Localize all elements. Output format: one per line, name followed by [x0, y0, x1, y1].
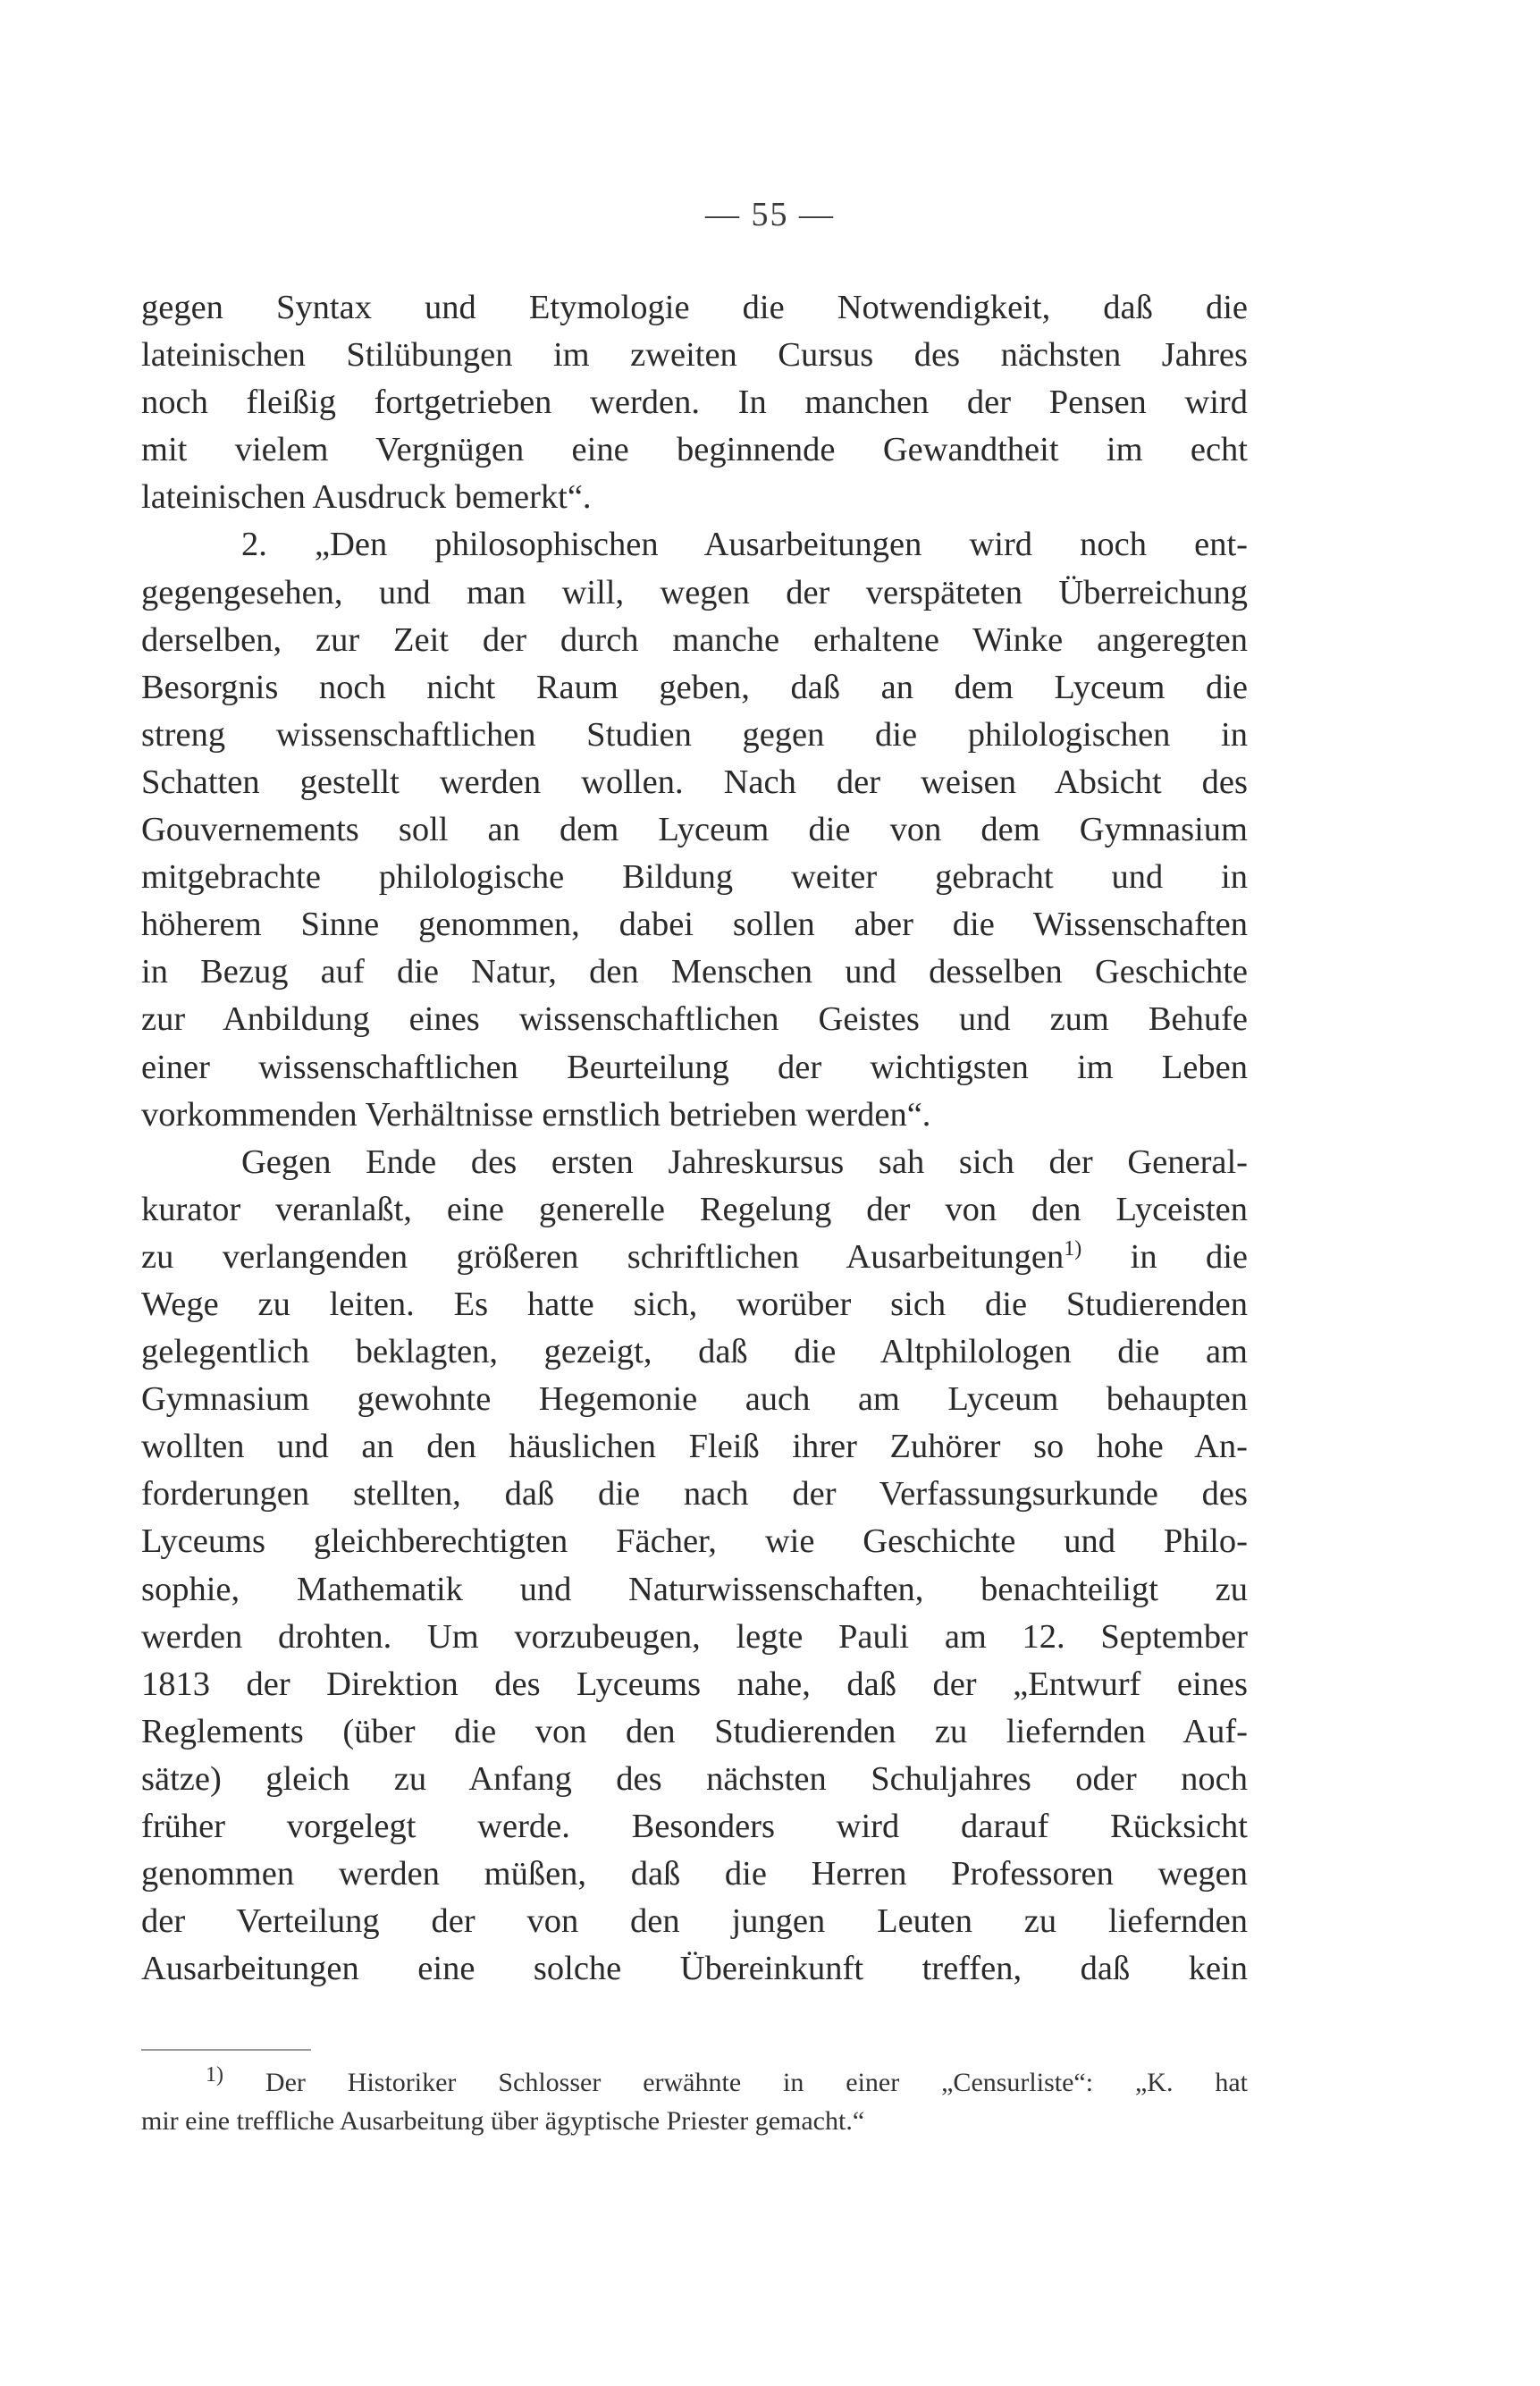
- page-number: — 55 —: [705, 196, 835, 233]
- footnote-text: Der Historiker Schlosser erwähnte in einer „Censurliste“: „K. hat: [265, 2068, 1248, 2097]
- text-line: Lyceums gleichberechtigten Fächer, wie Geschichte und Philo-: [141, 1522, 1248, 1561]
- text-line: gelegentlich beklagten, gezeigt, daß die Altphilologen die am: [141, 1333, 1248, 1371]
- footnote-line: [141, 2063, 1248, 2102]
- text-line: werden drohten. Um vorzubeugen, legte Pauli am 12. September: [141, 1617, 1248, 1656]
- text-line: in Bezug auf die Natur, den Menschen und desselben Geschichte: [141, 953, 1248, 991]
- footnote-marker: 1): [206, 2063, 223, 2087]
- text-line: lateinischen Stilübungen im zweiten Cursus des nächsten Jahres: [141, 336, 1248, 375]
- text-line: gegen Syntax und Etymologie die Notwendigkeit, daß die: [141, 289, 1248, 326]
- text-line: mit vielem Vergnügen eine beginnende Gewandtheit im echt: [141, 431, 1248, 469]
- body-text: [141, 284, 1248, 1993]
- footnote-divider: [141, 2049, 311, 2051]
- text-line: zur Anbildung eines wissenschaftlichen Geistes und zum Behufe: [141, 1000, 1248, 1039]
- text-line: sophie, Mathematik und Naturwissenschaften, benachteiligt zu: [141, 1570, 1248, 1608]
- text-line: kurator veranlaßt, eine generelle Regelung der von den Lyceisten: [141, 1190, 1248, 1228]
- text-line: höherem Sinne genommen, dabei sollen aber die Wissenschaften: [141, 906, 1248, 944]
- text-line: gegengesehen, und man will, wegen der verspäteten Überreichung: [141, 573, 1248, 611]
- text-line: Wege zu leiten. Es hatte sich, worüber sich die Studierenden: [141, 1285, 1248, 1323]
- text-line: 2. „Den philosophischen Ausarbeitungen wird noch ent-: [241, 526, 1248, 564]
- text-line: früher vorgelegt werde. Besonders wird darauf Rücksicht: [141, 1808, 1248, 1845]
- text-line: mitgebrachte philologische Bildung weiter gebracht und in: [141, 858, 1248, 897]
- text-line: noch fleißig fortgetrieben werden. In manchen der Pensen wird: [141, 384, 1248, 422]
- text-line: einer wissenschaftlichen Beurteilung der wichtigsten im Leben: [141, 1048, 1248, 1086]
- text-line: Besorgnis noch nicht Raum geben, daß an dem Lyceum die: [141, 668, 1248, 706]
- text-segment: zu verlangenden größeren schriftlichen Ausarbeitungen: [141, 1237, 1065, 1276]
- text-line: 1813 der Direktion des Lyceums nahe, daß der „Entwurf eines: [141, 1665, 1248, 1703]
- footnote-reference: 1): [1064, 1237, 1082, 1261]
- text-line: genommen werden müßen, daß die Herren Professoren wegen: [141, 1855, 1248, 1893]
- text-line: der Verteilung der von den jungen Leuten zu liefernden: [141, 1902, 1248, 1941]
- text-line: Gymnasium gewohnte Hegemonie auch am Lyceum behaupten: [141, 1380, 1248, 1419]
- text-line: Schatten gestellt werden wollen. Nach der weisen Absicht des: [141, 763, 1248, 801]
- text-line: Ausarbeitungen eine solche Übereinkunft treffen, daß kein: [141, 1950, 1248, 1988]
- text-line: vorkommenden Verhältnisse ernstlich betrieben werden“.: [141, 1095, 931, 1134]
- text-line: streng wissenschaftlichen Studien gegen die philologischen in: [141, 715, 1248, 754]
- text-line: Reglements (über die von den Studierenden zu liefernden Auf-: [141, 1712, 1248, 1750]
- text-line-with-footnote-ref: [141, 1234, 1248, 1281]
- footnote-line: mir eine treffliche Ausarbeitung über ägyptische Priester gemacht.“: [141, 2106, 865, 2136]
- text-line: forderungen stellten, daß die nach der Verfassungsurkunde des: [141, 1475, 1248, 1513]
- footnote: [141, 2063, 1248, 2140]
- text-line: Gegen Ende des ersten Jahreskursus sah sich der General-: [241, 1142, 1248, 1181]
- text-line: derselben, zur Zeit der durch manche erhaltene Winke angeregten: [141, 620, 1248, 659]
- text-line: lateinischen Ausdruck bemerkt“.: [141, 478, 592, 517]
- text-segment: in die: [1081, 1237, 1249, 1276]
- text-line: sätze) gleich zu Anfang des nächsten Schuljahres oder noch: [141, 1759, 1248, 1798]
- text-line: Gouvernements soll an dem Lyceum die von dem Gymnasium: [141, 811, 1248, 849]
- text-line: wollten und an den häuslichen Fleiß ihrer Zuhörer so hohe An-: [141, 1428, 1248, 1466]
